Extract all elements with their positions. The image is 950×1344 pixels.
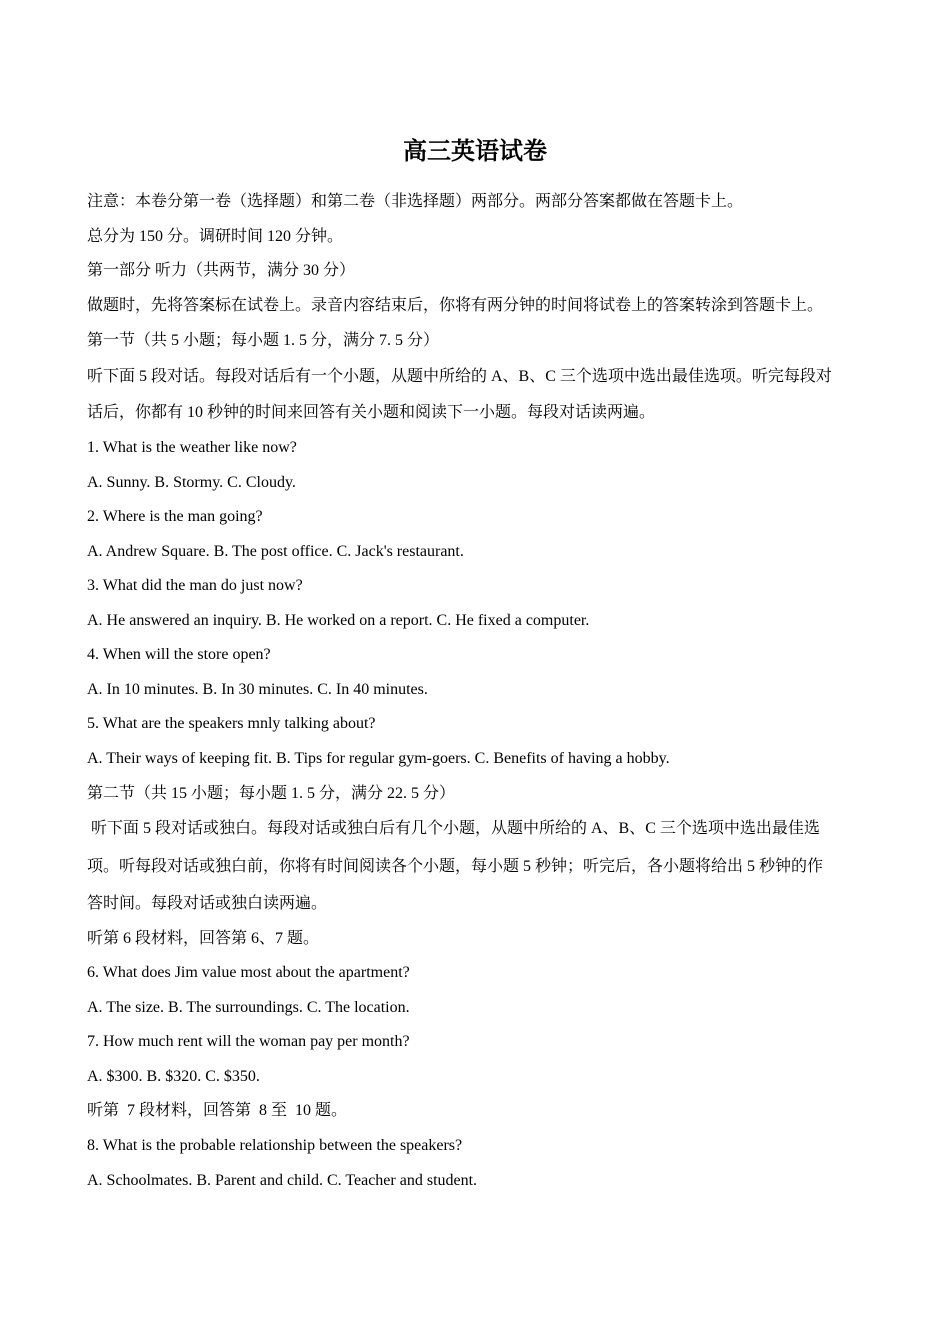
question-6: 6. What does Jim value most about the apartment? [87,964,410,981]
section2-instruction-line-2: 项。听每段对话或独白前，你将有时间阅读各个小题，每小题 5 秒钟；听完后，各小题将给出 5 秒钟的作 [87,858,824,875]
page-title: 高三英语试卷 [403,136,547,165]
note-line-2: 总分为 150 分。调研时间 120 分钟。 [87,228,344,245]
question-5: 5. What are the speakers mnly talking about? [87,715,376,732]
section2-heading: 第二节（共 15 小题；每小题 1. 5 分，满分 22. 5 分） [87,785,456,802]
question-1: 1. What is the weather like now? [87,439,297,456]
material-6-heading: 听第 6 段材料，回答第 6、7 题。 [87,930,320,947]
section2-instruction-line-1: 听下面 5 段对话或独白。每段对话或独白后有几个小题，从题中所给的 A、B、C 三个选项中选出最佳选 [87,820,820,837]
question-5-options: A. Their ways of keeping fit. B. Tips for regular gym-goers. C. Benefits of having a hobby. [87,750,670,767]
question-4-options: A. In 10 minutes. B. In 30 minutes. C. In 40 minutes. [87,681,428,698]
question-8-options: A. Schoolmates. B. Parent and child. C. Teacher and student. [87,1172,478,1189]
question-3-options: A. He answered an inquiry. B. He worked on a report. C. He fixed a computer. [87,612,590,629]
question-7-options: A. $300. B. $320. C. $350. [87,1068,260,1085]
question-1-options: A. Sunny. B. Stormy. C. Cloudy. [87,474,296,491]
section2-instruction-line-3: 答时间。每段对话或独白读两遍。 [87,895,328,912]
question-6-options: A. The size. B. The surroundings. C. The location. [87,999,410,1016]
note-line-1: 注意：本卷分第一卷（选择题）和第二卷（非选择题）两部分。两部分答案都做在答题卡上。 [87,193,744,210]
part1-heading: 第一部分 听力（共两节，满分 30 分） [87,262,356,279]
part1-instruction: 做题时，先将答案标在试卷上。录音内容结束后，你将有两分钟的时间将试卷上的答案转涂到答题卡上。 [87,297,824,314]
question-2: 2. Where is the man going? [87,508,263,525]
material-7-heading: 听第 7 段材料，回答第 8 至 10 题。 [87,1102,348,1119]
section1-instruction-line-2: 话后，你都有 10 秒钟的时间来回答有关小题和阅读下一小题。每段对话读两遍。 [87,404,656,421]
section1-heading: 第一节（共 5 小题；每小题 1. 5 分，满分 7. 5 分） [87,332,440,349]
question-7: 7. How much rent will the woman pay per month? [87,1033,410,1050]
question-8: 8. What is the probable relationship between the speakers? [87,1137,463,1154]
question-4: 4. When will the store open? [87,646,271,663]
question-2-options: A. Andrew Square. B. The post office. C. Jack's restaurant. [87,543,464,560]
question-3: 3. What did the man do just now? [87,577,303,594]
section1-instruction-line-1: 听下面 5 段对话。每段对话后有一个小题，从题中所给的 A、B、C 三个选项中选出最佳选项。听完每段对 [87,368,832,385]
